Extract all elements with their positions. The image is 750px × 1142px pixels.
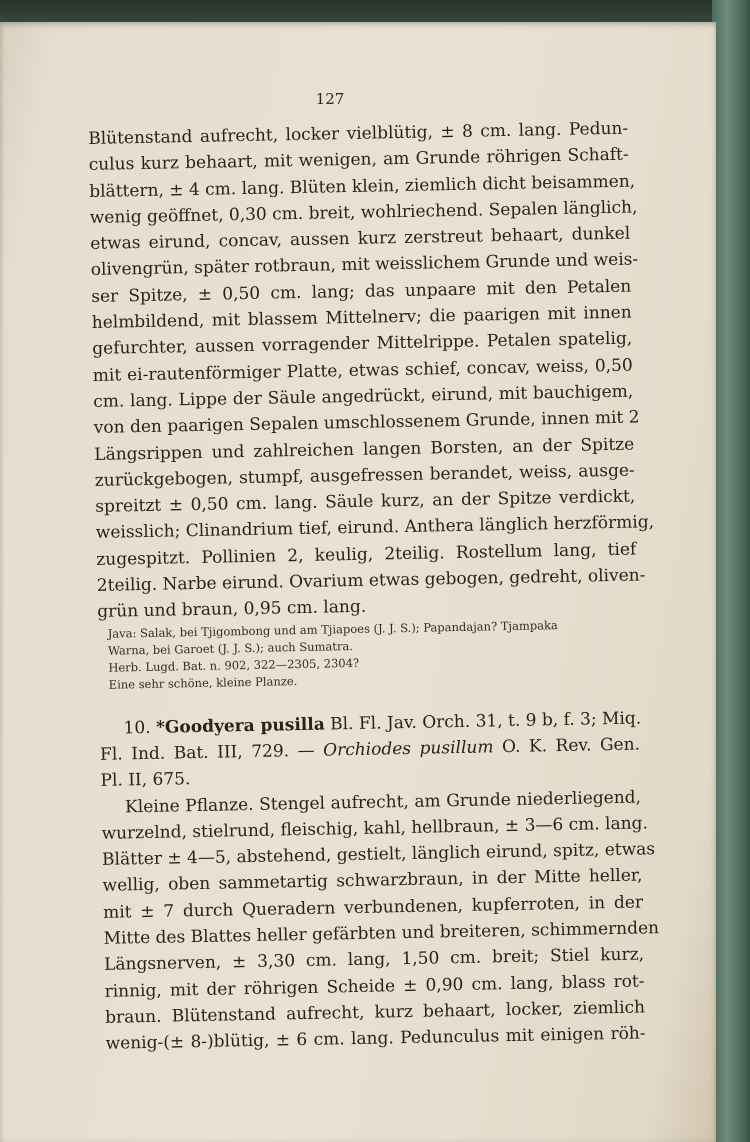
page-number: 127 [315,90,345,108]
species-name: *Goodyera pusilla [155,714,325,738]
description-paragraph-1 [88,116,655,626]
text-line: ser Spitze, ± 0,50 cm. lang; das unpaare mit den Petalen [91,276,632,307]
locality-notes [108,615,639,693]
reference-text: Fl. Ind. Bat. III, 729. — [99,740,324,765]
note-line: Herb. Lugd. Bat. n. 902, 322—2305, 2304? [108,655,360,675]
description-paragraph-2 [101,784,660,1057]
synonym-name: Orchiodes pusillum [322,737,494,761]
text-line: wurzelnd, stielrund, fleischig, kahl, hellbraun, ± 3—6 cm. lang. [101,813,649,844]
book-spine [712,0,750,1142]
text-line: zugespitzt. Pollinien 2, keulig, 2teilig. Rostellum lang, tief [96,539,637,570]
text-line: mit ei-rautenförmiger Platte, etwas schief, concav, weiss, 0,50 [92,355,633,386]
text-line: Blätter ± 4—5, abstehend, gestielt, länglich eirund, spitz, etwas [101,839,656,870]
text-line: von den paarigen Sepalen umschlossenem Grunde, innen mit 2 [93,407,640,439]
text-line: gefurchter, aussen vorragender Mittelrippe. Petalen spatelig, [92,328,633,360]
text-line: wenig geöffnet, 0,30 cm. breit, wohlriechend. Sepalen länglich, [89,197,638,228]
entry-number: 10. [123,717,151,739]
text-line: Kleine Pflanze. Stengel aufrecht, am Grunde niederliegend, [124,787,642,817]
text-line: spreitzt ± 0,50 cm. lang. Säule kurz, an der Spitze verdickt, [95,486,636,518]
text-line: etwas eirund, concav, aussen kurz zerstreut behaart, dunkel [90,223,631,255]
text-line: Blütenstand aufrecht, locker vielblütig, ± 8 cm. lang. Pedun- [88,118,629,149]
text-line: Längsrippen und zahlreichen langen Borsten, an der Spitze [94,434,635,465]
note-line: Java: Salak, bei Tjigombong und am Tjiapoes (J. J. S.); Papandajan? Tjampaka [107,617,558,641]
text-line: grün und braun, 0,95 cm. lang. [97,597,367,623]
text-line: olivengrün, später rotbraun, mit weisslichem Grunde und weis- [90,249,639,281]
text-line: blättern, ± 4 cm. lang. Blüten klein, ziemlich dicht beisammen, [89,171,636,202]
species-reference: Bl. Fl. Jav. Orch. 31, t. 9 b, f. 3; Miq. [324,708,642,735]
reference-text: O. K. Rev. Gen. [493,734,641,758]
text-line: mit ± 7 durch Queradern verbundenen, kupferroten, in der [102,892,644,923]
reference-text: Pl. II, 675. [100,769,191,792]
text-line: cm. lang. Lippe der Säule angedrückt, eirund, mit bauchigem, [93,381,634,412]
text-line: rinnig, mit der röhrigen Scheide ± 0,90 cm. lang, blass rot- [104,971,645,1002]
text-line: wenig-(± 8-)blütig, ± 6 cm. lang. Pedunculus mit einigen röh- [105,1023,646,1055]
text-line: zurückgebogen, stumpf, ausgefressen berandet, weiss, ausge- [94,460,635,491]
text-line: wellig, oben sammetartig schwarzbraun, in der Mitte heller, [102,865,643,897]
text-line: helmbildend, mit blassem Mittelnerv; die paarigen mit innen [91,302,632,334]
species-heading [99,705,640,794]
note-line: Eine sehr schöne, kleine Planze. [108,673,298,692]
text-line: 2teilig. Narbe eirund. Ovarium etwas gebogen, gedreht, oliven- [96,565,646,596]
text-line: weisslich; Clinandrium tief, eirund. Anthera länglich herzförmig, [95,512,655,544]
book-page [0,22,716,1142]
text-line: Längsnerven, ± 3,30 cm. lang, 1,50 cm. breit; Stiel kurz, [103,944,645,976]
text-line: Mitte des Blattes heller gefärbten und breiteren, schimmernden [103,918,660,949]
text-block [88,116,660,1058]
text-line: braun. Blütenstand aufrecht, kurz behaart, locker, ziemlich [104,997,646,1028]
text-line: culus kurz behaart, mit wenigen, am Grunde röhrigen Schaft- [88,144,629,176]
note-line: Warna, bei Garoet (J. J. S.); auch Sumatra. [107,638,354,658]
